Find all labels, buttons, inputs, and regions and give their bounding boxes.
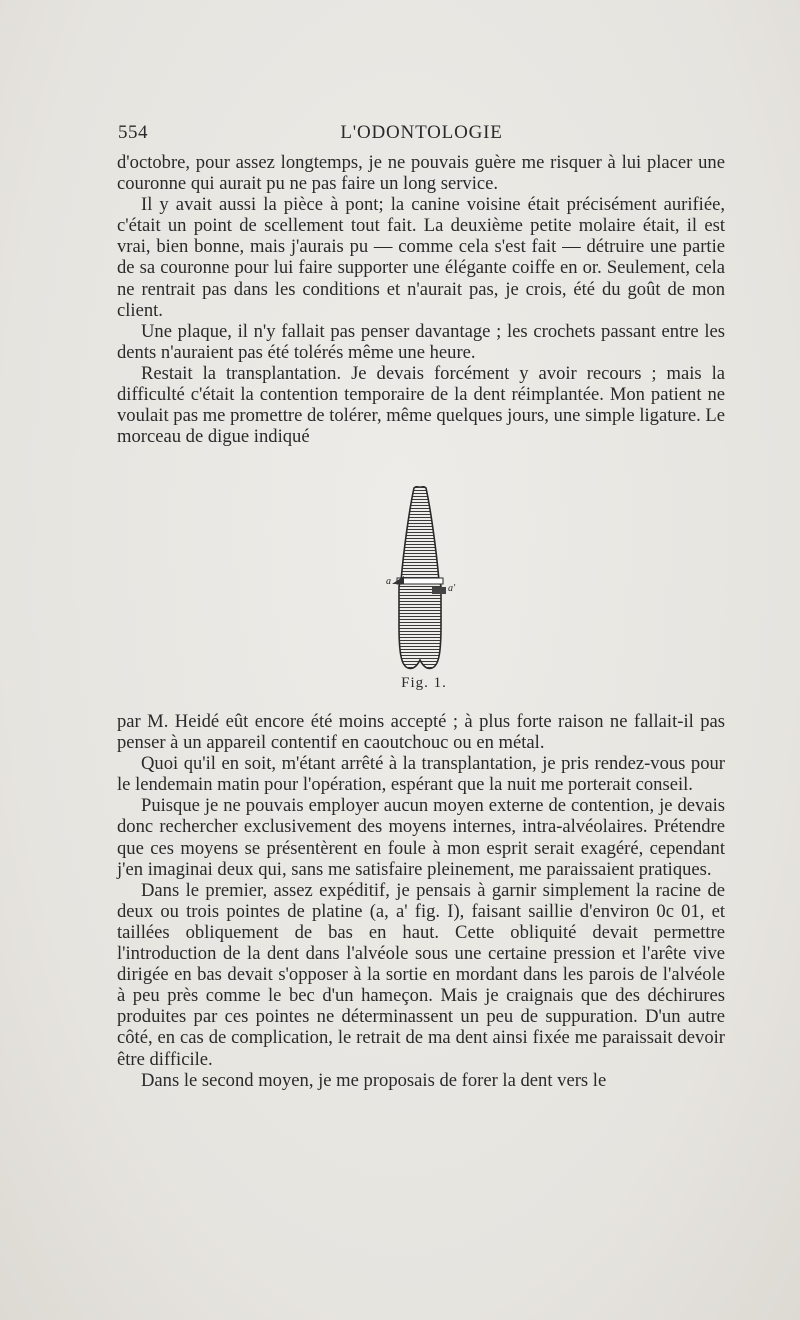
page-number: 554 [118,122,148,143]
paragraph: Dans le premier, assez expéditif, je pensais à garnir simplement la racine de deux ou trois pointes de platine (a, a' fig. I), faisant saillie d'environ 0c 01, et taillées obliquement de bas en haut. Cette obliquité devait permettre l'introduction de la dent dans l'alvéole sous une certaine pression et l'arête vive dirigée en bas devait s'opposer à la sortie en mordant dans les parois de l'alvéole à peu près comme le bec d'un hameçon. Mais je craignais que des déchirures produites par ces pointes ne déterminassent un peu de suppuration. D'un autre côté, en cas de complication, le retrait de ma dent ainsi fixée me paraissait devoir être difficile. [117,879,725,1070]
figure-label-a-prime: a' [448,583,456,594]
platinum-point-a-prime [432,587,446,594]
running-title: L'ODONTOLOGIE [340,122,503,143]
paragraph: Quoi qu'il en soit, m'étant arrêté à la transplantation, je pris rendez-vous pour le lendemain matin pour l'opération, espérant que la nuit me porterait conseil. [117,753,725,796]
figure-tooth [370,486,470,696]
paragraph: d'octobre, pour assez longtemps, je ne pouvais guère me risquer à lui placer une couronne qui aurait pu ne pas faire un long service. [117,152,725,195]
paragraph: Restait la transplantation. Je devais forcément y avoir recours ; mais la difficulté c'était la contention temporaire de la dent réimplantée. Mon patient ne voulait pas me promettre de tolérer, même quelques jours, une simple ligature. Le morceau de digue indiqué [117,362,726,448]
platinum-point-a [392,576,404,584]
paragraph: Puisque je ne pouvais employer aucun moyen externe de contention, je devais donc rechercher exclusivement des moyens internes, intra-alvéolaires. Prétendre que ces moyens se présentèrent en foule à mon esprit serait exagéré, cependant j'en imaginai deux qui, sans me satisfaire pleinement, me paraissaient pratiques. [117,795,725,880]
paragraph: Dans le second moyen, je me proposais de forer la dent vers le [141,1069,607,1091]
paragraph: Une plaque, il n'y fallait pas penser davantage ; les crochets passant entre les dents n'auraient pas été tolérés même une heure. [117,320,725,363]
tooth-illustration [370,486,470,676]
text-block-top [117,152,725,447]
figure-label-a: a [386,576,391,587]
paragraph: par M. Heidé eût encore été moins accepté ; à plus forte raison ne fallait-il pas penser à un appareil contentif en caoutchouc ou en métal. [117,711,725,754]
tooth-shape [399,486,441,668]
paragraph: Il y avait aussi la pièce à pont; la canine voisine était précisément aurifiée, c'était un point de scellement tout fait. La deuxième petite molaire était, il est vrai, bien bonne, mais j'aurais pu — comme cela s'est fait — détruire une partie de sa couronne pour lui faire supporter une élégante coiffe en or. Seulement, cela ne rentrait pas dans les conditions et n'aurait pas, je crois, été du goût de mon client. [117,194,725,321]
text-block-bottom [117,711,725,1091]
figure-caption: Fig. 1. [401,675,447,691]
page-header [118,122,725,146]
